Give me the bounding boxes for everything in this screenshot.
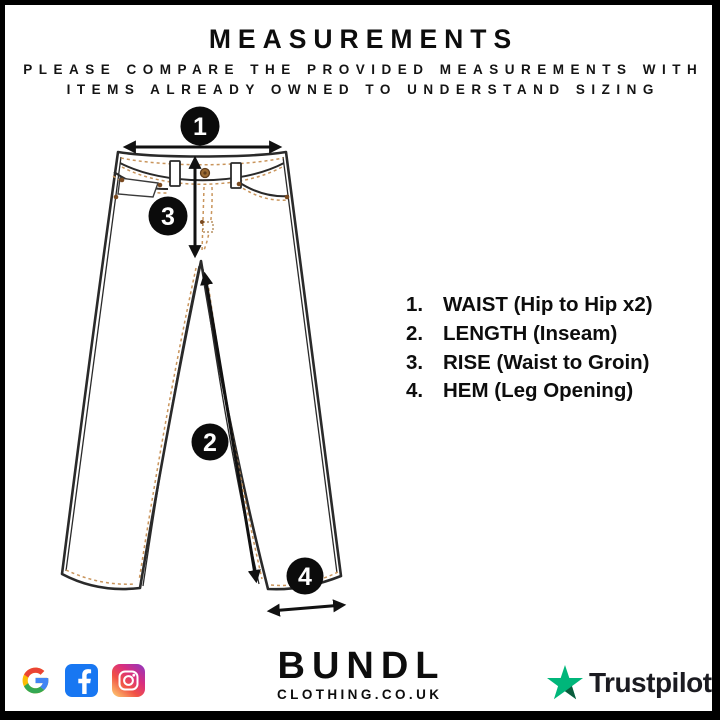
legend-item-waist — [406, 291, 653, 320]
svg-text:3: 3 — [161, 203, 175, 231]
legend-number: 2. — [406, 322, 424, 346]
svg-text:1: 1 — [193, 113, 207, 141]
trustpilot-star-icon — [546, 665, 584, 701]
marker-1 — [181, 107, 220, 146]
trustpilot-label: Trustpilot — [589, 667, 712, 698]
legend-number: 4. — [406, 379, 424, 403]
subtitle-line-2: ITEMS ALREADY OWNED TO UNDERSTAND SIZING — [66, 82, 660, 97]
jeans-outline — [62, 152, 341, 589]
waist-button — [201, 169, 210, 178]
marker-4 — [287, 558, 324, 595]
brand-domain: CLOTHING.CO.UK — [277, 687, 443, 702]
social-icons — [20, 664, 145, 697]
jeans-drawing — [62, 152, 341, 589]
marker-2 — [192, 424, 229, 461]
legend-label: WAIST (Hip to Hip x2) — [443, 293, 653, 317]
legend-label: RISE (Waist to Groin) — [443, 350, 650, 374]
fly-tab — [203, 222, 213, 232]
marker-3 — [149, 197, 188, 236]
page-title: MEASUREMENTS — [208, 24, 519, 54]
legend-item-hem — [406, 377, 653, 406]
hem-arrow — [270, 605, 343, 611]
instagram-icon — [112, 664, 145, 697]
legend-label: LENGTH (Inseam) — [443, 322, 618, 346]
facebook-icon — [65, 664, 98, 697]
brand-name: BUNDL — [277, 645, 446, 687]
legend-item-rise — [406, 348, 653, 377]
header — [5, 5, 715, 100]
brand-logo — [277, 645, 446, 702]
subtitle-line-1: PLEASE COMPARE THE PROVIDED MEASUREMENTS WITH — [23, 62, 704, 77]
svg-text:2: 2 — [203, 429, 217, 457]
measurement-legend — [406, 291, 653, 406]
svg-text:4: 4 — [298, 563, 312, 591]
legend-label: HEM (Leg Opening) — [443, 379, 634, 403]
legend-item-length — [406, 320, 653, 349]
legend-number: 1. — [406, 293, 424, 317]
subtitle — [5, 60, 720, 100]
legend-number: 3. — [406, 350, 424, 374]
trustpilot-logo — [546, 665, 712, 701]
google-icon — [20, 665, 51, 696]
